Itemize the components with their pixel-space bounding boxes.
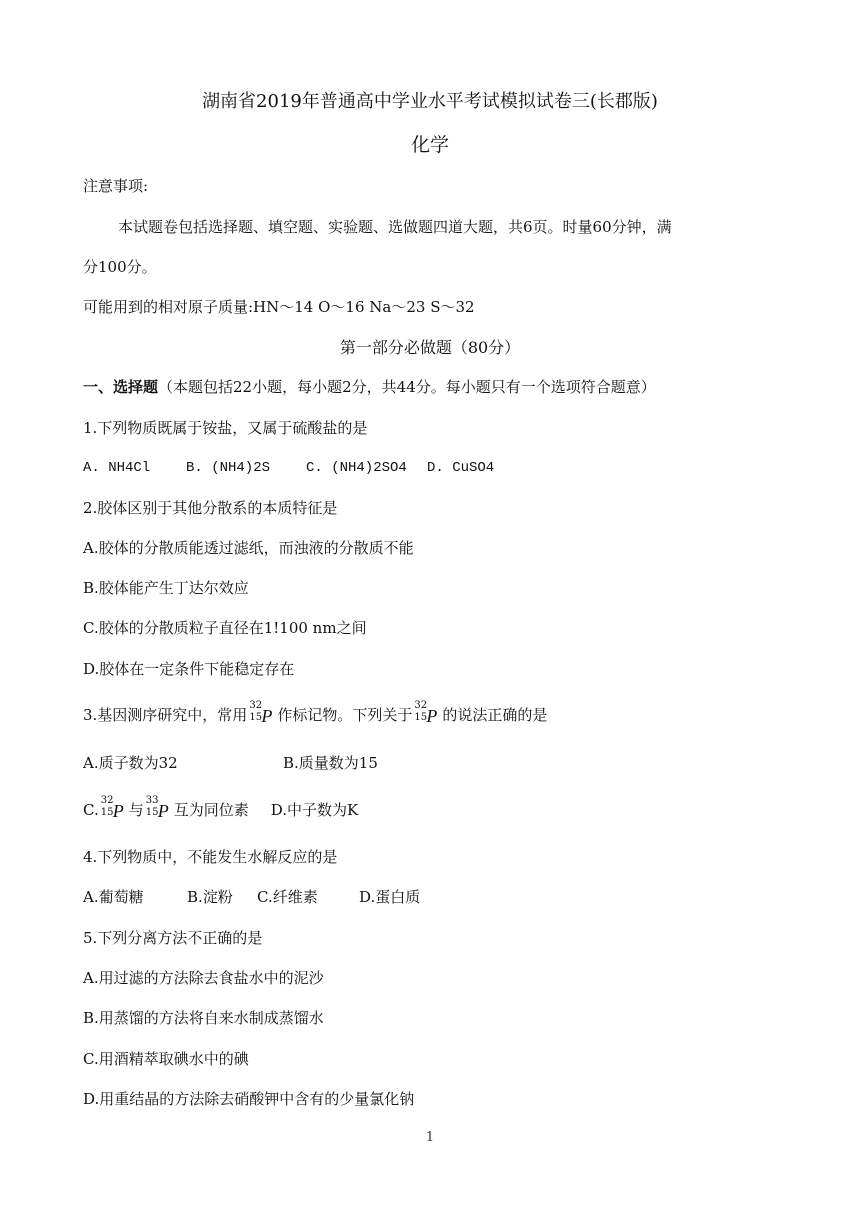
phosphorus-32-nuclide xyxy=(414,700,440,726)
q3-option-b: B.质量数为15 xyxy=(283,754,378,772)
q1-option-c: C. (NH4)2SO4 xyxy=(306,460,407,476)
question-1-stem: 1.下列物质既属于铵盐，又属于硫酸盐的是 xyxy=(83,419,368,437)
q5-option-b: B.用蒸馏的方法将自来水制成蒸馏水 xyxy=(83,1009,324,1027)
nuclide-mass-number: 32 xyxy=(414,700,428,711)
q5-option-c: C.用酒精萃取碘水中的碘 xyxy=(83,1050,249,1068)
section-one-desc: （本题包括22小题，每小题2分，共44分。每小题只有一个选项符合题意） xyxy=(158,378,656,396)
q2-option-d: D.胶体在一定条件下能稳定存在 xyxy=(83,660,295,678)
q2-option-c: C.胶体的分散质粒子直径在1!100 nm之间 xyxy=(83,619,367,637)
nuclide-symbol: P xyxy=(112,801,124,821)
q2-option-b: B.胶体能产生丁达尔效应 xyxy=(83,579,249,597)
q1-option-d: D. CuSO4 xyxy=(427,460,495,476)
phosphorus-32-nuclide xyxy=(249,700,275,726)
nuclide-symbol: P xyxy=(426,706,438,726)
q3-option-a: A.质子数为32 xyxy=(83,754,178,772)
atomic-masses: 可能用到的相对原子质量:HN～14 O～16 Na～23 S～32 xyxy=(83,298,475,316)
phosphorus-33-nuclide xyxy=(145,795,172,821)
question-2-stem: 2.胶体区别于其他分散系的本质特征是 xyxy=(83,499,338,517)
question-1-options xyxy=(83,458,494,478)
q1-option-b: B. (NH4)2S xyxy=(186,460,271,476)
question-3-stem xyxy=(83,700,548,726)
notes-heading: 注意事项: xyxy=(83,177,149,195)
q3-stem-part-b: 作标记物。下列关于 xyxy=(277,706,413,724)
section-one-label: 一、选择题 xyxy=(83,378,159,396)
q2-option-a: A.胶体的分散质能透过滤纸，而浊液的分散质不能 xyxy=(83,539,414,557)
q3-stem-part-c: 的说法正确的是 xyxy=(442,706,548,724)
nuclide-atomic-number: 15 xyxy=(414,712,428,723)
nuclide-atomic-number: 15 xyxy=(145,807,159,818)
q4-option-d: D.蛋白质 xyxy=(359,888,421,906)
question-5-stem: 5.下列分离方法不正确的是 xyxy=(83,929,263,947)
q3-option-c-prefix: C. xyxy=(83,801,99,819)
question-4-options xyxy=(83,887,420,907)
q4-option-a: A.葡萄糖 xyxy=(83,888,144,906)
q3-options-row-2 xyxy=(83,795,359,821)
page-number: 1 xyxy=(425,1130,435,1145)
question-4-stem: 4.下列物质中，不能发生水解反应的是 xyxy=(83,848,338,866)
q3-option-c-post: 互为同位素 xyxy=(173,801,249,819)
notes-line-2: 分100分。 xyxy=(83,258,157,276)
q3-option-d: D.中子数为K xyxy=(270,801,359,819)
nuclide-atomic-number: 15 xyxy=(100,807,114,818)
q5-option-d: D.用重结晶的方法除去硝酸钾中含有的少量氯化钠 xyxy=(83,1090,415,1108)
q3-stem-part-a: 3.基因测序研究中，常用 xyxy=(83,706,248,724)
nuclide-mass-number: 32 xyxy=(249,700,263,711)
notes-line-1: 本试题卷包括选择题、填空题、实验题、选做题四道大题，共6页。时量60分钟，满 xyxy=(118,218,672,236)
nuclide-mass-number: 33 xyxy=(145,795,159,806)
q3-option-c-mid: 与 xyxy=(128,801,144,819)
q4-option-c: C.纤维素 xyxy=(257,888,318,906)
section-one-heading xyxy=(83,377,656,397)
q3-options-row-1 xyxy=(83,753,378,773)
nuclide-symbol: P xyxy=(261,706,273,726)
q5-option-a: A.用过滤的方法除去食盐水中的泥沙 xyxy=(83,969,324,987)
part-one-title: 第一部分必做题（80分） xyxy=(339,338,521,357)
exam-title: 湖南省2019年普通高中学业水平考试模拟试卷三(长郡版) xyxy=(202,91,658,112)
q4-option-b: B.淀粉 xyxy=(187,888,233,906)
subject-title: 化学 xyxy=(410,134,449,156)
nuclide-atomic-number: 15 xyxy=(249,712,263,723)
nuclide-mass-number: 32 xyxy=(100,795,114,806)
phosphorus-32-nuclide xyxy=(100,795,127,821)
nuclide-symbol: P xyxy=(157,801,169,821)
q1-option-a: A. NH4Cl xyxy=(83,460,151,476)
